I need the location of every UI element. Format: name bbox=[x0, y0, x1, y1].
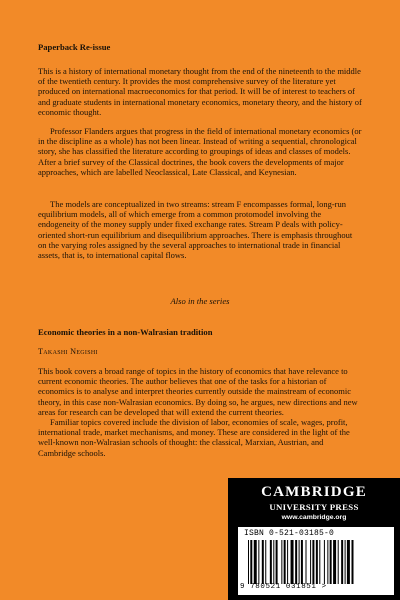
related-book-title: Economic theories in a non-Walrasian tradition bbox=[38, 327, 213, 337]
related-book-author bbox=[38, 347, 98, 356]
publisher-subtitle: UNIVERSITY PRESS bbox=[269, 502, 359, 512]
publisher-name: CAMBRIDGE bbox=[261, 484, 367, 500]
barcode-panel bbox=[238, 527, 394, 595]
description-paragraph-2: Professor Flanders argues that progress in the field of international monetary economics (or in the discipline as a whole) has not been linear. Instead of writing a sequential, chronological story, she has classified the literature according to groupings of ideas and classes of models. After a brief survey of the Classical doctrines, the book covers the developments of major approaches, which are labelled Neoclassical, Late Classical, and Keynesian. bbox=[38, 126, 362, 177]
related-book-paragraph-2: Familiar topics covered include the division of labor, economies of scale, wages, profit, international trade, market mechanisms, and money. These are considered in the light of the well-known non-Walrasian schools of thought: the classical, Marxian, Austrian, and Cambridge schools. bbox=[38, 417, 350, 458]
publisher-url: www.cambridge.org bbox=[281, 514, 347, 521]
isbn-text: ISBN 0-521-03185-0 bbox=[244, 529, 335, 538]
series-note: Also in the series bbox=[170, 296, 230, 306]
description-paragraph-1: This is a history of international monetary thought from the end of the nineteenth to the middle of the twentieth century. It provides the most comprehensive survey of the literature yet produced on international macroeconomics for that period. It will be of interest to teachers of and graduate students in international monetary economics, monetary theory, and the history of economic thought. bbox=[38, 66, 362, 117]
barcode-digits: 9 780521 031851 > bbox=[240, 583, 327, 591]
reissue-heading: Paperback Re-issue bbox=[38, 42, 111, 52]
related-book-paragraph-1: This book covers a broad range of topics in the history of economics that have relevance to current economic theories. The author believes that one of the tasks for a historian of economics is to analyse and interpret theories currently outside the mainstream of economic theory, in this case non-Walrasian economics. By doing so, he argues, new directions and new areas for research can be developed that will extend the current theories. bbox=[38, 366, 358, 417]
description-paragraph-3: The models are conceptualized in two streams: stream F encompasses formal, long-run equilibrium models, all of which emerge from a common protomodel involving the endogeneity of the money supply under fixed exchange rates. Stream P deals with policy-oriented short-run equilibrium and disequilibrium approaches. There is emphasis throughout on the varying roles assigned by the several approaches to international trade in financial assets, that is, to international capital flows. bbox=[38, 199, 353, 261]
barcode-icon bbox=[248, 540, 388, 584]
author-name-text: Takashi Negishi bbox=[38, 347, 98, 356]
publisher-logo-box bbox=[228, 478, 400, 600]
